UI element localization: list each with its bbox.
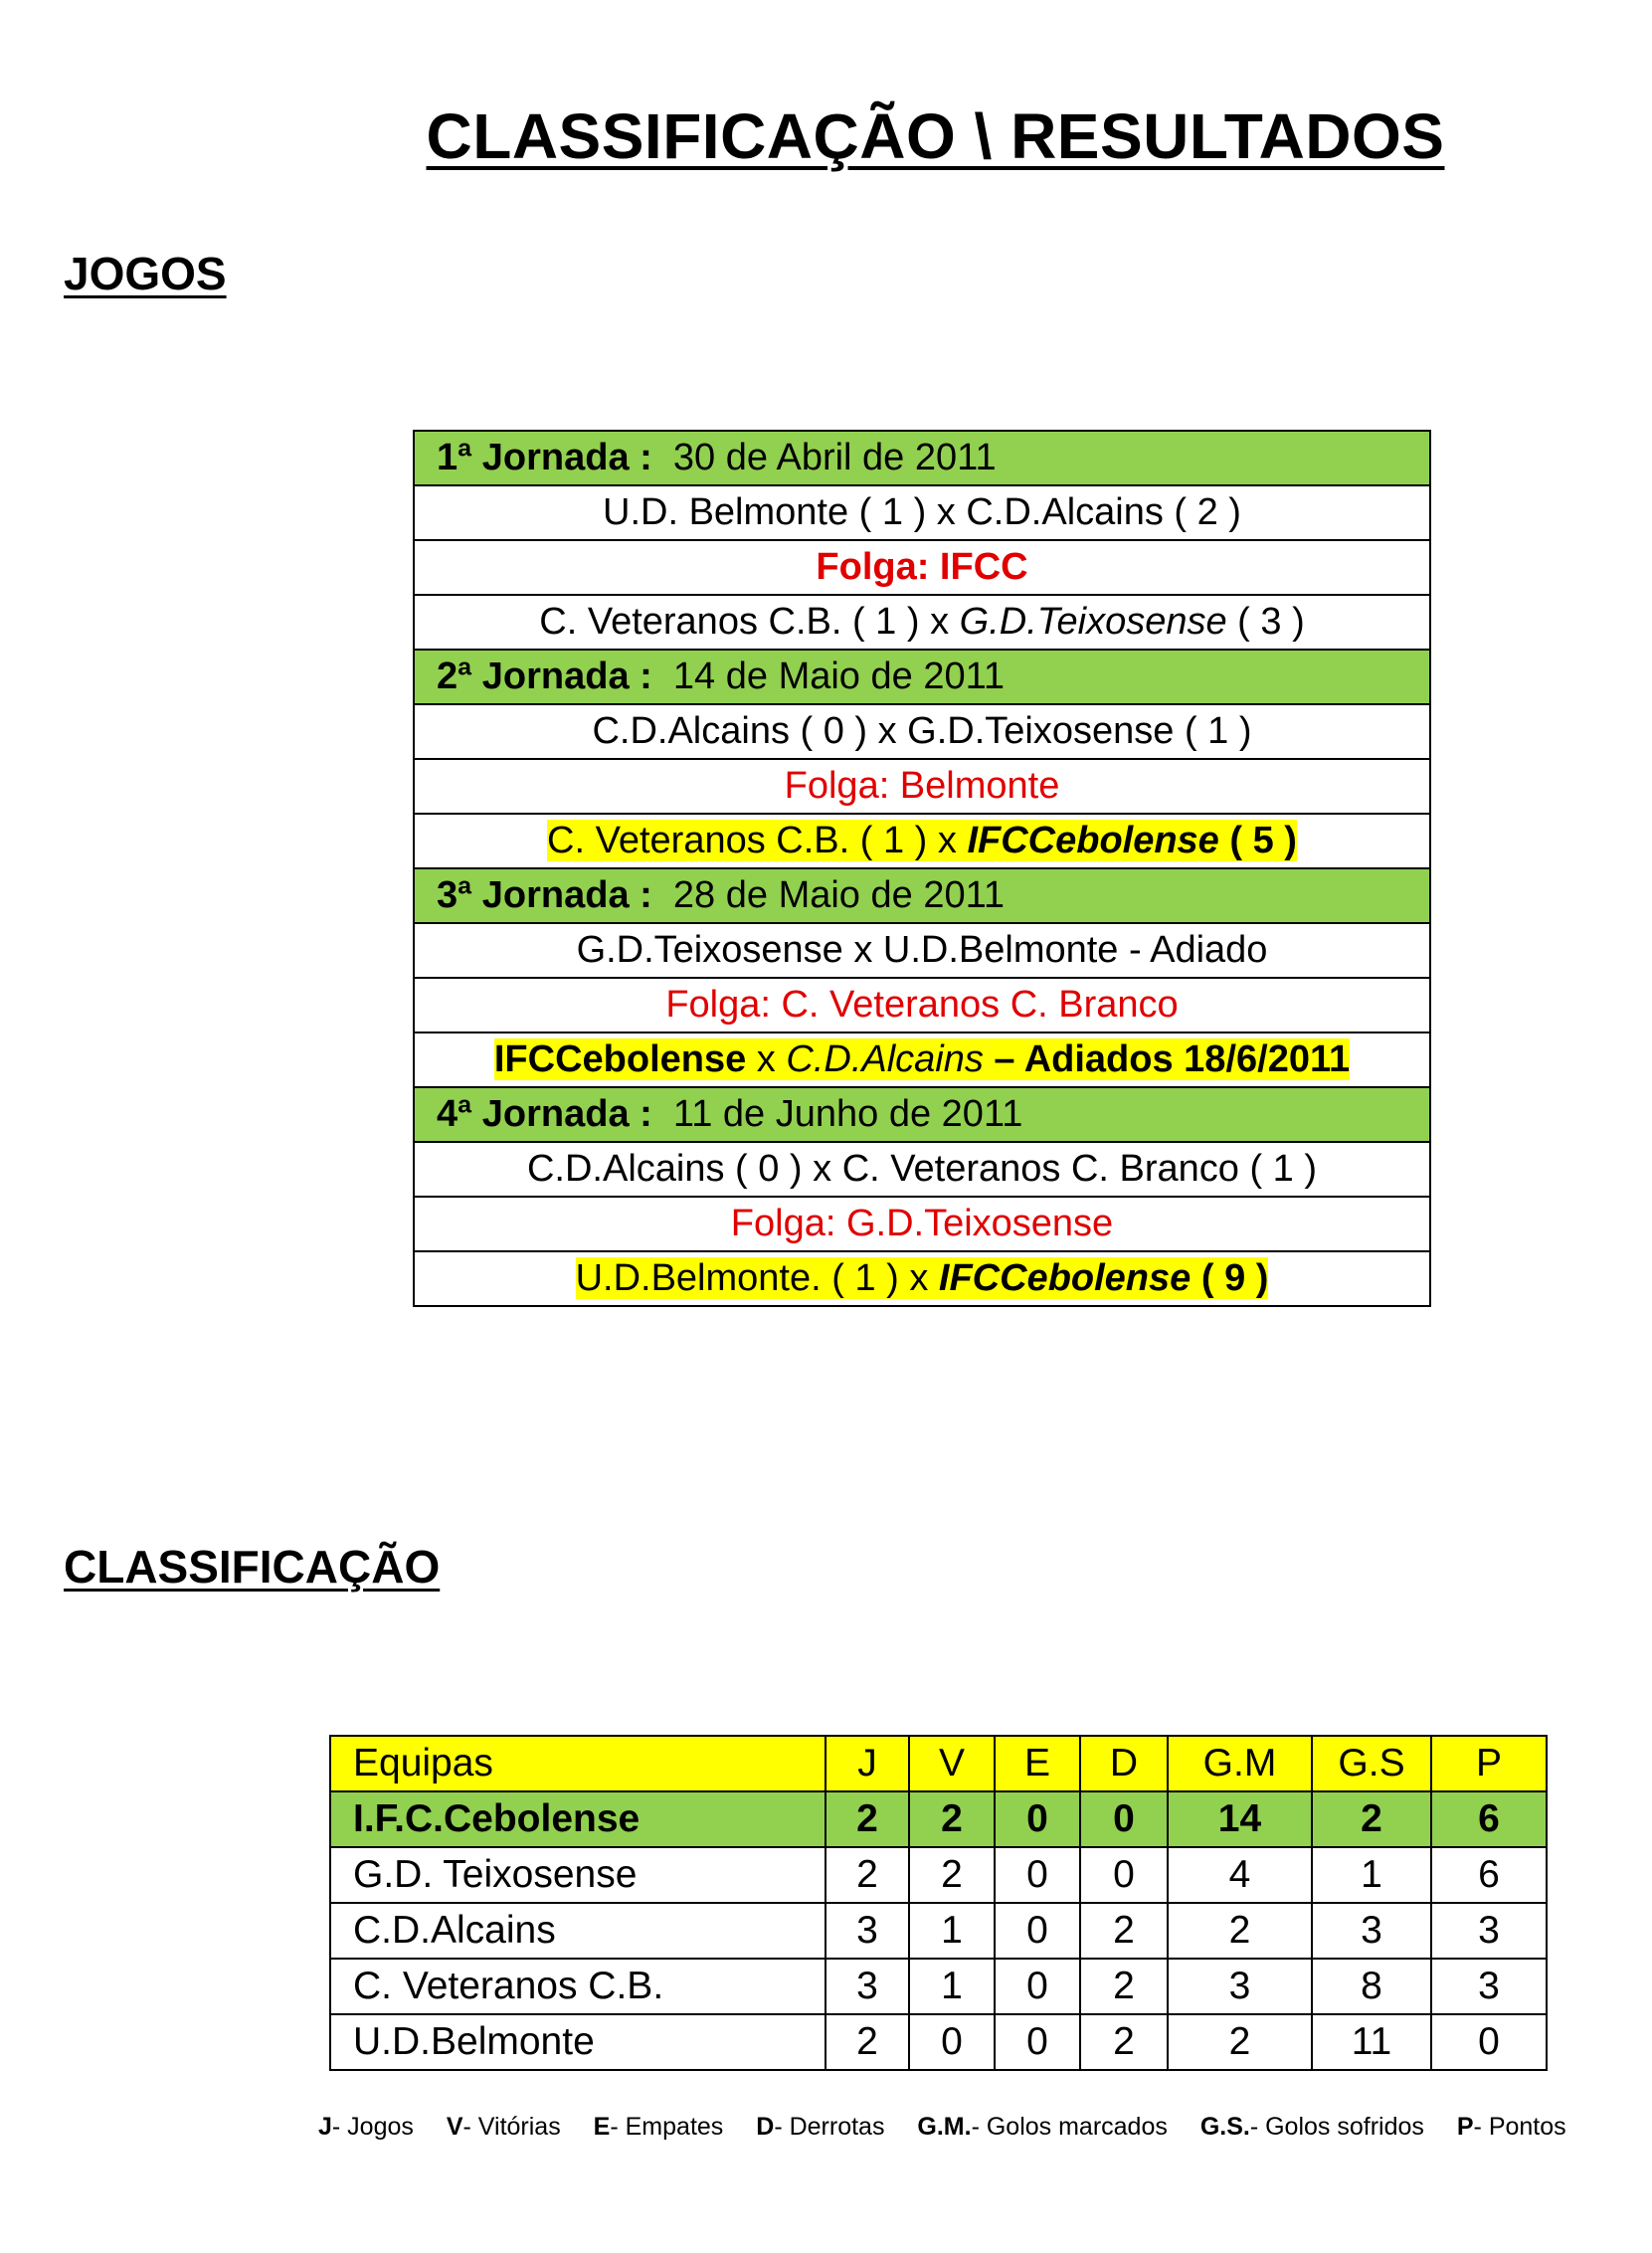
match-away: IFCCebolense — [938, 1257, 1192, 1299]
match-home: C. Veteranos C.B. ( 1 ) x — [539, 601, 960, 643]
match-away-score: ( 3 ) — [1226, 601, 1305, 643]
match-away: C.D.Alcains — [786, 1038, 984, 1080]
match-home: U.D.Belmonte. ( 1 ) x — [575, 1257, 939, 1299]
match-row — [414, 485, 1430, 540]
legend — [318, 2113, 1592, 2142]
match-away: G.D.Teixosense — [959, 601, 1227, 643]
bye-row — [414, 759, 1430, 814]
match-separator: x — [746, 1038, 787, 1080]
games-table — [413, 430, 1431, 1307]
stat-cell: 14 — [1168, 1791, 1312, 1847]
match-row — [414, 1033, 1430, 1087]
standings-row — [330, 2014, 1547, 2070]
stat-cell: 2 — [1080, 2014, 1168, 2070]
column-header: Equipas — [330, 1736, 826, 1791]
stat-cell: 0 — [909, 2014, 995, 2070]
stat-cell: 3 — [1168, 1959, 1312, 2014]
stat-cell: 2 — [826, 1847, 909, 1903]
stat-cell: 3 — [826, 1959, 909, 2014]
stat-cell: 0 — [1080, 1791, 1168, 1847]
round-label: 4ª Jornada : — [437, 1093, 652, 1135]
round-header — [414, 431, 1430, 485]
match-home: U.D. Belmonte ( 1 ) x — [603, 491, 967, 533]
match-home: C. Veteranos C.B. ( 1 ) x — [547, 820, 968, 861]
column-header: P — [1431, 1736, 1547, 1791]
bye-row — [414, 1197, 1430, 1251]
stat-cell: 0 — [1080, 1847, 1168, 1903]
bye-row — [414, 978, 1430, 1033]
legend-item: G.S.- Golos sofridos — [1199, 2113, 1424, 2141]
match-home: IFCCebolense — [493, 1038, 747, 1080]
stat-cell: 0 — [1431, 2014, 1547, 2070]
column-header: D — [1080, 1736, 1168, 1791]
stat-cell: 0 — [995, 1791, 1080, 1847]
bye-text: Folga: C. Veteranos C. Branco — [414, 978, 1430, 1033]
match-text: G.D.Teixosense x U.D.Belmonte - Adiado — [414, 923, 1430, 978]
bye-row — [414, 540, 1430, 595]
team-name: I.F.C.Cebolense — [330, 1791, 826, 1847]
round-date: 14 de Maio de 2011 — [672, 656, 1006, 697]
standings-row — [330, 1903, 1547, 1959]
column-header: G.M — [1168, 1736, 1312, 1791]
match-text: C.D.Alcains ( 0 ) x C. Veteranos C. Branco ( 1 ) — [414, 1142, 1430, 1197]
section-heading-standings: CLASSIFICAÇÃO — [64, 1541, 441, 1593]
match-row — [414, 1142, 1430, 1197]
page-title: CLASSIFICAÇÃO \ RESULTADOS — [426, 100, 1445, 172]
stat-cell: 3 — [1312, 1903, 1431, 1959]
round-date: 28 de Maio de 2011 — [672, 874, 1006, 916]
stat-cell: 6 — [1431, 1791, 1547, 1847]
match-note: – Adiados 18/6/2011 — [983, 1038, 1351, 1080]
round-label: 1ª Jornada : — [437, 437, 652, 478]
team-name: C.D.Alcains — [330, 1903, 826, 1959]
match-text: C.D.Alcains ( 0 ) x G.D.Teixosense ( 1 ) — [414, 704, 1430, 759]
stat-cell: 2 — [826, 2014, 909, 2070]
stat-cell: 1 — [909, 1959, 995, 2014]
round-date: 30 de Abril de 2011 — [672, 437, 997, 478]
stat-cell: 2 — [1080, 1903, 1168, 1959]
bye-text: Folga: IFCC — [414, 540, 1430, 595]
standings-table — [329, 1735, 1548, 2071]
match-away: C.D.Alcains ( 2 ) — [966, 491, 1241, 533]
team-name: C. Veteranos C.B. — [330, 1959, 826, 2014]
legend-item: J- Jogos — [318, 2113, 414, 2141]
stat-cell: 8 — [1312, 1959, 1431, 2014]
team-name: G.D. Teixosense — [330, 1847, 826, 1903]
column-header: V — [909, 1736, 995, 1791]
match-row — [414, 923, 1430, 978]
stat-cell: 1 — [909, 1903, 995, 1959]
stat-cell: 0 — [995, 2014, 1080, 2070]
stat-cell: 2 — [1312, 1791, 1431, 1847]
stat-cell: 0 — [995, 1847, 1080, 1903]
stat-cell: 0 — [995, 1903, 1080, 1959]
stat-cell: 2 — [909, 1847, 995, 1903]
stat-cell: 3 — [1431, 1903, 1547, 1959]
standings-row — [330, 1791, 1547, 1847]
team-name: U.D.Belmonte — [330, 2014, 826, 2070]
round-header — [414, 868, 1430, 923]
column-header: J — [826, 1736, 909, 1791]
bye-text: Folga: Belmonte — [414, 759, 1430, 814]
standings-header-row — [330, 1736, 1547, 1791]
stat-cell: 4 — [1168, 1847, 1312, 1903]
stat-cell: 3 — [1431, 1959, 1547, 2014]
stat-cell: 11 — [1312, 2014, 1431, 2070]
stat-cell: 1 — [1312, 1847, 1431, 1903]
stat-cell: 6 — [1431, 1847, 1547, 1903]
round-header — [414, 650, 1430, 704]
stat-cell: 3 — [826, 1903, 909, 1959]
highlighted-match — [494, 1038, 1350, 1080]
highlighted-match — [547, 820, 1297, 861]
column-header: G.S — [1312, 1736, 1431, 1791]
match-row — [414, 1251, 1430, 1306]
match-row — [414, 595, 1430, 650]
stat-cell: 0 — [995, 1959, 1080, 2014]
legend-item: D- Derrotas — [756, 2113, 885, 2141]
highlighted-match — [576, 1257, 1269, 1299]
legend-item: V- Vitórias — [446, 2113, 561, 2141]
round-label: 3ª Jornada : — [437, 874, 652, 916]
bye-text: Folga: G.D.Teixosense — [414, 1197, 1430, 1251]
standings-row — [330, 1847, 1547, 1903]
stat-cell: 2 — [909, 1791, 995, 1847]
match-row — [414, 704, 1430, 759]
stat-cell: 2 — [1168, 2014, 1312, 2070]
match-away-score: ( 5 ) — [1218, 820, 1297, 861]
column-header: E — [995, 1736, 1080, 1791]
round-label: 2ª Jornada : — [437, 656, 652, 697]
round-header — [414, 1087, 1430, 1142]
standings-row — [330, 1959, 1547, 2014]
match-away: IFCCebolense — [967, 820, 1219, 861]
legend-item: G.M.- Golos marcados — [917, 2113, 1168, 2141]
stat-cell: 2 — [1080, 1959, 1168, 2014]
match-row — [414, 814, 1430, 868]
legend-item: P- Pontos — [1456, 2113, 1566, 2141]
round-date: 11 de Junho de 2011 — [672, 1093, 1023, 1135]
match-away-score: ( 9 ) — [1191, 1257, 1269, 1299]
section-heading-games: JOGOS — [64, 248, 227, 299]
legend-item: E- Empates — [593, 2113, 724, 2141]
stat-cell: 2 — [826, 1791, 909, 1847]
stat-cell: 2 — [1168, 1903, 1312, 1959]
